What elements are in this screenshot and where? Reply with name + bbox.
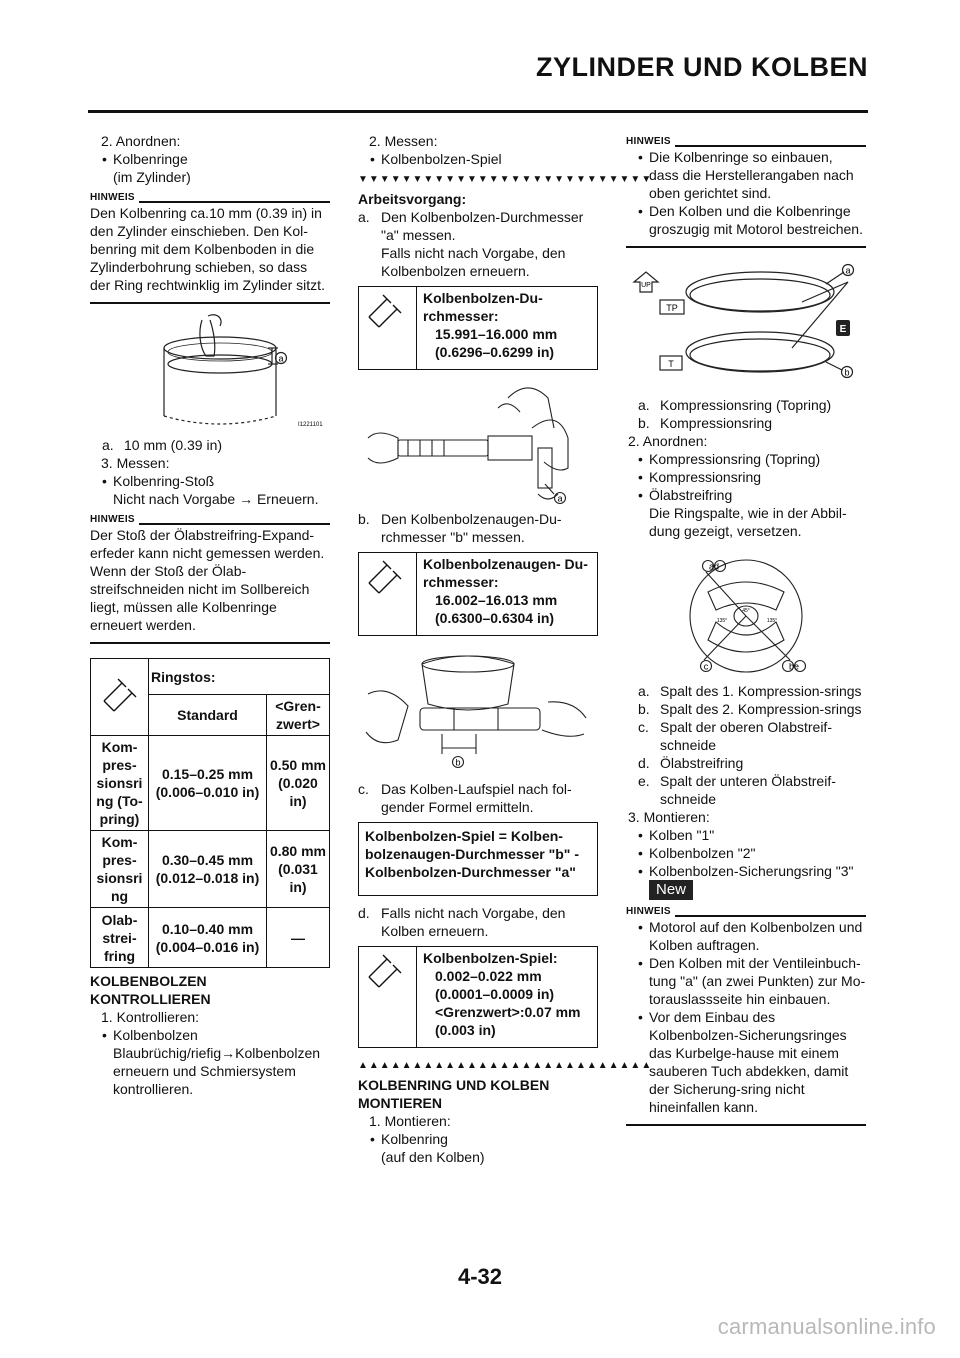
note-end-rule [626, 1124, 866, 1126]
row-label: Olab-strei-fring [91, 908, 149, 968]
procedure-step-c: c. Das Kolben-Laufspiel nach fol-gender Formel ermitteln. [358, 781, 572, 815]
caption-d: d. Ölabstreifring [638, 755, 744, 771]
section-title: KOLBENBOLZEN KONTROLLIEREN [90, 973, 211, 1007]
row-limit: — [267, 908, 330, 968]
new-part-badge: New [649, 880, 693, 900]
caliper-icon [98, 673, 142, 717]
spec-value: 0.002–0.022 mm (0.0001–0.0009 in) [435, 968, 555, 1002]
spec-value: 16.002–16.013 mm (0.6300–0.6304 in) [435, 592, 558, 626]
step-1-install: 1. Montieren: [369, 1113, 451, 1129]
bullet-piston-rings: • Kolbenringe [90, 150, 330, 168]
caption-b: b. Spalt des 2. Kompression-srings [638, 701, 862, 717]
figure-ring-gap-positions [626, 552, 866, 682]
bullet-ring: • Kompressionsring (Topring) [626, 450, 866, 468]
step-2-arrange: 2. Anordnen: [628, 433, 708, 449]
spec-pin-diameter [358, 286, 598, 370]
bullet-part: • Kolben "1" [626, 826, 866, 844]
spec-bore-diameter [358, 552, 598, 636]
step-2-arrange: 2. Anordnen: [101, 133, 181, 149]
row-label: Kom-pres-sionsri ng (To-pring) [91, 736, 149, 831]
callout-b: b [455, 757, 461, 768]
micrometer-pin-illustration [358, 378, 598, 510]
note-header [90, 514, 330, 526]
figure-micrometer-pin [358, 378, 598, 510]
callout-ad: ad [708, 561, 720, 572]
note-text: Der Stoß der Ölabstreifring-Expand-erfeder kann nicht gemessen werden. Wenn der Stoß der Ölab-streifschneiden nicht im Sollbereich liegt, müssen alle Kolbenringe erneuert werden. [90, 527, 325, 633]
spec-pin-clearance [358, 946, 598, 1048]
figure-bore-gauge [358, 644, 598, 780]
bullet-part: • Kolbenbolzen "2" [626, 844, 866, 862]
procedure-step-a: a. Den Kolbenbolzen-Durchmesser "a" messen. Falls nicht nach Vorgabe, den Kolbenbolzen erneuern. [358, 209, 584, 279]
title-rule [88, 110, 868, 113]
caliper-icon [359, 553, 415, 603]
note-header [626, 136, 866, 148]
spec-icon [359, 287, 417, 369]
bullet-ring: • Ölabstreifring [626, 486, 866, 504]
page-number: 4-32 [457, 1264, 503, 1289]
bullet-part: • Kolbenbolzen-Sicherungsring "3" [626, 862, 866, 880]
note-label: HINWEIS [626, 136, 671, 147]
bullet-ring-gap: • Kolbenring-Stoß [90, 472, 330, 490]
row-limit: 0.50 mm (0.020 in) [267, 736, 330, 831]
column-3 [626, 128, 866, 1134]
spec-icon [359, 947, 417, 1047]
procedure-title: Arbeitsvorgang: [358, 191, 467, 207]
note-bullet: • Den Kolben und die Kolbenringe groszugig mit Motorol bestreichen. [626, 202, 866, 238]
note-bullet: • Vor dem Einbau des Kolbenbolzen-Sicherungsringes das Kurbelge-hause mit einem sauberen Tuch abdekken, damit der Sicherung-sring nicht hineinfallen kann. [626, 1008, 866, 1116]
note-bullet: • Motorol auf den Kolbenbolzen und Kolben auftragen. [626, 918, 866, 954]
spec-limit: <Grenzwert>:0.07 mm (0.003 in) [435, 1004, 581, 1038]
column-1 [90, 132, 330, 1098]
figure-code: I1221101 [298, 422, 323, 428]
step-3-install: 3. Montieren: [628, 809, 710, 825]
caption-b: b. Kompressionsring [638, 415, 773, 431]
callout-a: a [845, 265, 851, 276]
note-label: HINWEIS [90, 514, 135, 525]
up-mark: UP [641, 282, 651, 289]
caliper-icon [359, 947, 415, 997]
note-bullet: • Den Kolben mit der Ventileinbuch-tung "a" (an zwei Punkten) zur Mo-torauslassseite hin einbauen. [626, 954, 866, 1008]
spec-icon-cell [91, 659, 149, 736]
procedure-end-marker: ▲▲▲▲▲▲▲▲▲▲▲▲▲▲▲▲▲▲▲▲▲▲▲▲▲▲▲ [358, 1060, 653, 1071]
t-mark: T [668, 359, 674, 369]
caption-a: a. 10 mm (0.39 in) [102, 437, 223, 453]
caption-a: a. Kompressionsring (Topring) [638, 397, 832, 413]
bullet-piston-ring: • Kolbenring [358, 1130, 598, 1148]
tp-mark: TP [666, 303, 678, 313]
note-label: HINWEIS [626, 906, 671, 917]
sub-replace: Nicht nach Vorgabe → Erneuern. [113, 491, 319, 507]
step-3-measure: 3. Messen: [101, 455, 170, 471]
callout-c: c [703, 661, 709, 672]
row-limit: 0.80 mm (0.031 in) [267, 831, 330, 908]
bullet-piston-pin: • Kolbenbolzen [90, 1026, 330, 1044]
callout-a: a [278, 353, 284, 364]
col-standard: Standard [149, 695, 267, 736]
ring-gap-illustration [626, 552, 866, 682]
note-header [90, 192, 330, 204]
step-2-measure: 2. Messen: [369, 133, 438, 149]
angle-label: 45° [742, 608, 750, 614]
figure-ring-markings [626, 262, 866, 396]
sub-inspect: Blaubrüchig/riefig→Kolbenbolzen erneuern und Schmiersystem kontrollieren. [113, 1045, 321, 1097]
note-bullet: • Die Kolbenringe so einbauen, dass die Herstellerangaben nach oben gerichtet sind. [626, 148, 866, 202]
row-standard: 0.30–0.45 mm (0.012–0.018 in) [149, 831, 267, 908]
caption-c: c. Spalt der oberen Olabstreif-schneide [638, 719, 832, 753]
section-title: KOLBENRING UND KOLBEN MONTIEREN [358, 1077, 550, 1111]
note-label: HINWEIS [90, 192, 135, 203]
callout-a: a [557, 493, 563, 504]
angle-label: 135° [716, 618, 728, 624]
sub-on-piston: (auf den Kolben) [381, 1149, 485, 1165]
bore-gauge-illustration [358, 644, 598, 780]
note-end-rule [90, 642, 330, 644]
callout-be: be [788, 661, 800, 672]
callout-b: b [844, 367, 850, 378]
note-end-rule [626, 246, 866, 248]
row-label: Kom-pres-sionsri ng [91, 831, 149, 908]
procedure-step-b: b. Den Kolbenbolzenaugen-Du-rchmesser "b" messen. [358, 511, 562, 545]
step-1-check: 1. Kontrollieren: [101, 1009, 200, 1025]
note-header [626, 906, 866, 918]
bullet-ring: • Kompressionsring [626, 468, 866, 486]
sub-in-cylinder: (im Zylinder) [113, 169, 191, 185]
watermark: carmanualsonline.info [717, 1314, 936, 1339]
ring-markings-illustration [626, 262, 866, 396]
sub-offset: Die Ringspalte, wie in der Abbil-dung gezeigt, versetzen. [649, 505, 847, 539]
spec-icon [359, 553, 417, 635]
ring-gap-spec-table [90, 658, 330, 968]
spec-title: Kolbenbolzen-Spiel: [423, 950, 558, 966]
formula-text: Kolbenbolzen-Spiel = Kolben-bolzenaugen-Durchmesser "b" - Kolbenbolzen-Durchmesser "a" [365, 828, 579, 880]
note-end-rule [90, 302, 330, 304]
row-standard: 0.10–0.40 mm (0.004–0.016 in) [149, 908, 267, 968]
lubricant-mark: E [839, 324, 847, 335]
figure-cylinder-ring [90, 312, 330, 436]
table-header: Ringstos: [149, 659, 330, 695]
caliper-icon [359, 287, 415, 337]
note-text: Den Kolbenring ca.10 mm (0.39 in) in den Zylinder einschieben. Den Kol-benring mit dem Kolbenboden in die Zylinderbohrung schieben, so dass der Ring rechtwinklig im Zylinder sitzt. [90, 205, 325, 293]
spec-title: Kolbenbolzenaugen- Du-rchmesser: [423, 556, 588, 590]
formula-box [358, 822, 598, 896]
page-title: ZYLINDER UND KOLBEN [536, 52, 868, 82]
bullet-pin-clearance: • Kolbenbolzen-Spiel [358, 150, 598, 168]
spec-title: Kolbenbolzen-Du-rchmesser: [423, 290, 543, 324]
caption-a: a. Spalt des 1. Kompression-srings [638, 683, 862, 699]
procedure-step-d: d. Falls nicht nach Vorgabe, den Kolben erneuern. [358, 905, 566, 939]
spec-value: 15.991–16.000 mm (0.6296–0.6299 in) [435, 326, 558, 360]
row-standard: 0.15–0.25 mm (0.006–0.010 in) [149, 736, 267, 831]
cylinder-ring-illustration [90, 312, 330, 436]
angle-label: 135° [766, 618, 778, 624]
caption-e: e. Spalt der unteren Ölabstreif-schneide [638, 773, 836, 807]
procedure-start-marker: ▼▼▼▼▼▼▼▼▼▼▼▼▼▼▼▼▼▼▼▼▼▼▼▼▼▼▼ [358, 174, 653, 185]
col-limit: <Gren-zwert> [267, 695, 330, 736]
